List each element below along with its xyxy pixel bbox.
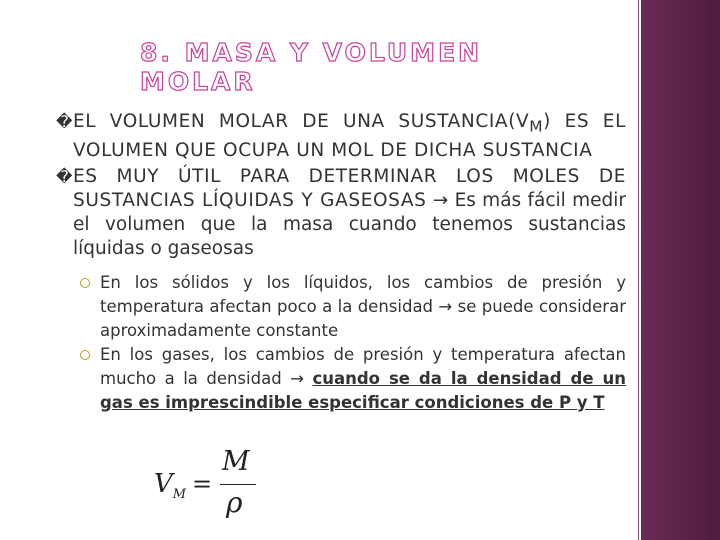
formula-lhs: $V_M$ bbox=[154, 469, 187, 503]
arrow-icon: → bbox=[438, 296, 453, 316]
formula-denominator: ρ bbox=[226, 486, 243, 519]
circle-bullet-icon bbox=[80, 278, 90, 288]
slide-title: 8. MASA Y VOLUMEN MOLAR bbox=[140, 38, 483, 96]
bullet-text: ES MUY ÚTIL PARA DETERMINAR LOS MOLES DE SUSTANCIAS LÍQUIDAS Y GASEOSAS → Es más fácil medir el volumen que la masa cuando tenemos sustancias líquidas o gaseosas bbox=[73, 165, 626, 259]
formula-numerator: M bbox=[222, 446, 250, 477]
sidebar-divider bbox=[638, 0, 639, 540]
emphasis-text: cuando se da la densidad de un gas es imprescindible especificar condiciones de P y T bbox=[100, 368, 626, 412]
bullet-glyph-icon: � bbox=[56, 112, 73, 131]
decorative-sidebar bbox=[641, 0, 720, 540]
sub-bullet-solidos: En los sólidos y los líquidos, los cambios de presión y temperatura afectan poco a la densidad → se puede considerar aproximadamente constante bbox=[90, 271, 626, 343]
slide-content bbox=[56, 110, 626, 415]
arrow-icon: → bbox=[432, 189, 449, 211]
molar-volume-formula bbox=[150, 446, 260, 525]
bullet-glyph-icon: � bbox=[56, 166, 73, 186]
formula-equals: = bbox=[192, 470, 213, 498]
bullet-volumen-molar bbox=[56, 110, 626, 163]
arrow-icon: → bbox=[290, 368, 304, 388]
sub-bullet-gases: En los gases, los cambios de presión y temperatura afectan mucho a la densidad → cuando se da la densidad de un gas es imprescindible especificar condiciones de P y T bbox=[90, 343, 626, 415]
circle-bullet-icon bbox=[80, 350, 90, 360]
bullet-text: EL VOLUMEN MOLAR DE UNA $SUSTANCIA(V_M)$ ES EL VOLUMEN QUE OCUPA UN MOL DE DICHA SUSTANCIA bbox=[73, 111, 626, 161]
sub-bullet-list bbox=[56, 271, 626, 415]
bullet-utilidad bbox=[56, 165, 626, 261]
